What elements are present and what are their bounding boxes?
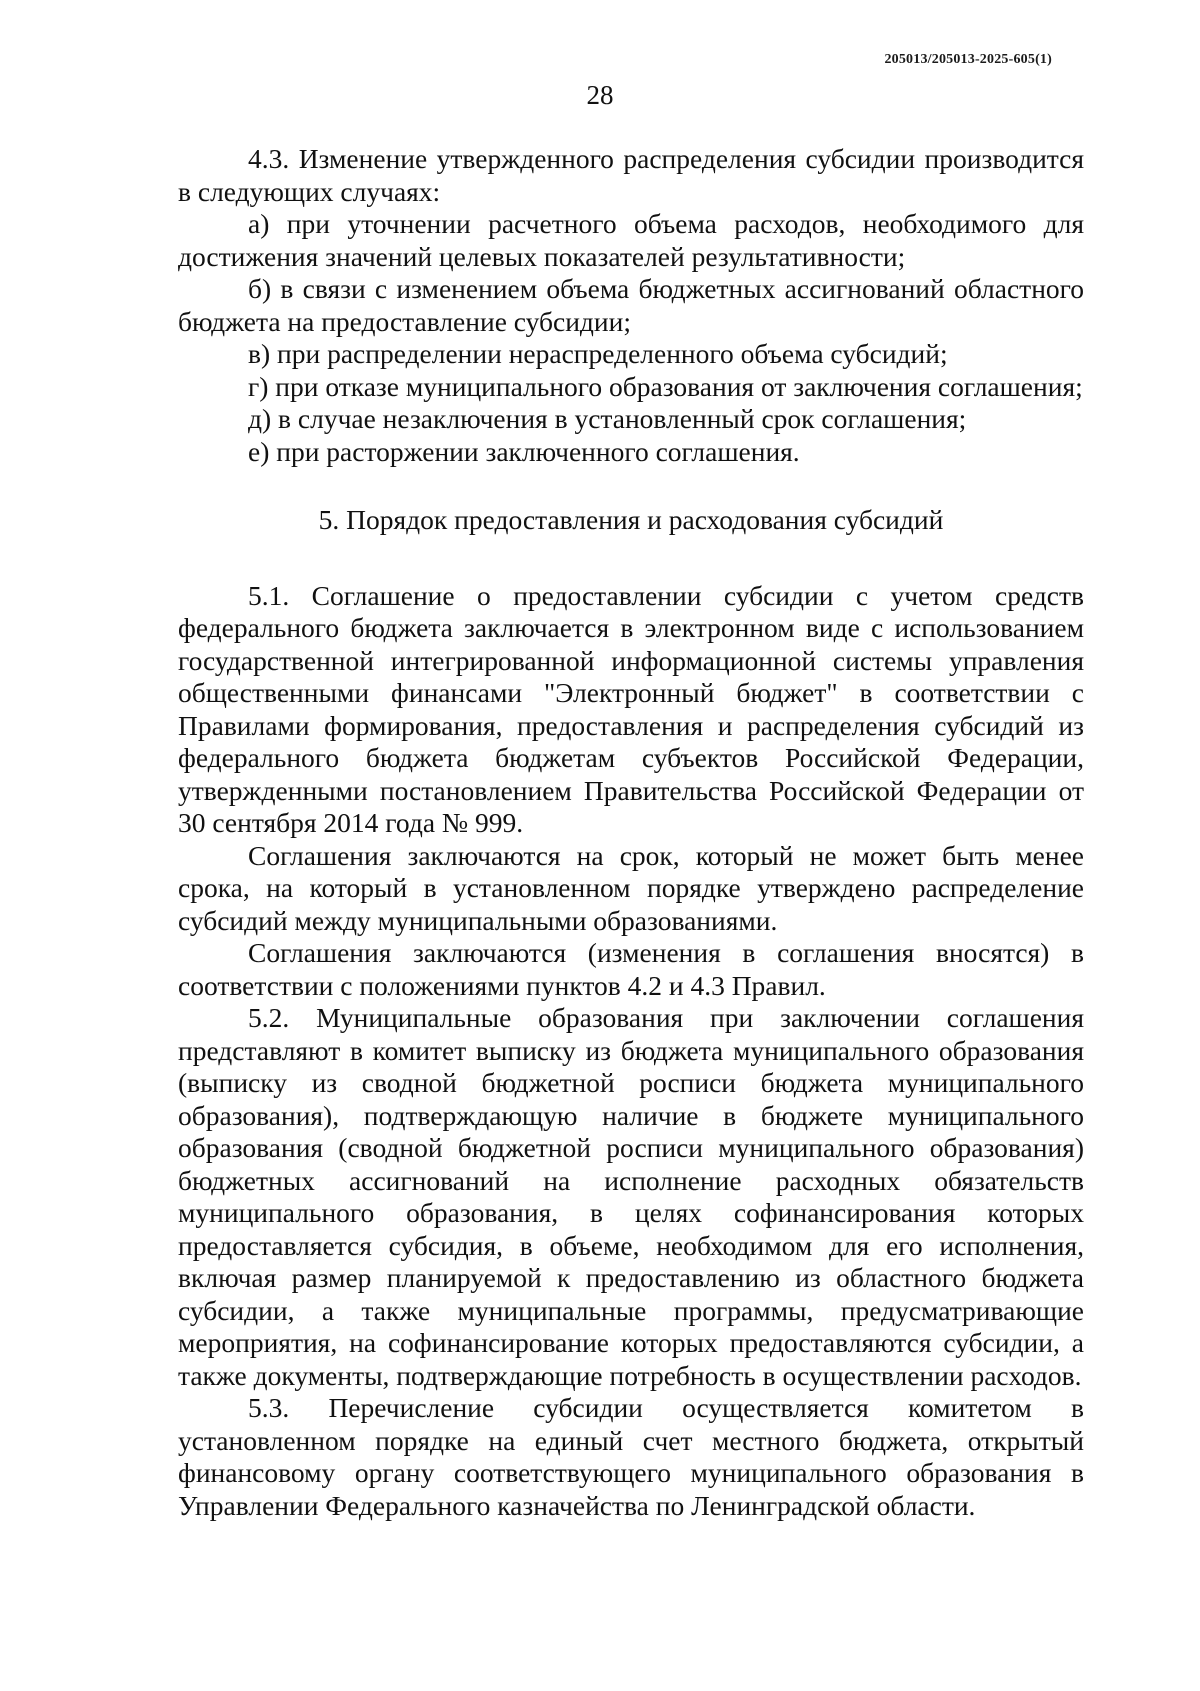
list-item-a: а) при уточнении расчетного объема расходов, необходимого для достижения значений целевых показателей результативности; xyxy=(178,208,1084,272)
list-item-b: б) в связи с изменением объема бюджетных ассигнований областного бюджета на предоставление субсидии; xyxy=(178,273,1084,337)
paragraph-4-3: 4.3. Изменение утвержденного распределения субсидии производится в следующих случаях: xyxy=(178,143,1084,207)
document-code: 205013/205013-2025-605(1) xyxy=(884,52,1052,67)
list-item-g: г) при отказе муниципального образования от заключения соглашения; xyxy=(248,370,1083,402)
paragraph-5-2: 5.2. Муниципальные образования при заключении соглашения представляют в комитет выписку из бюджета муниципального образования (выписку из сводной бюджетной росписи бюджета муниципального образования), подтверждающую наличие в бюджете муниципального образования (сводной бюджетной росписи муниципального образования) бюджетных ассигнований на исполнение расходных обязательств муниципального образования, в целях софинансирования которых предоставляется субсидия, в объеме, необходимом для его исполнения, включая размер планируемой к предоставлению из областного бюджета субсидии, а также муниципальные программы, предусматривающие мероприятия, на софинансирование которых предоставляются субсидии, а также документы, подтверждающие потребность в осуществлении расходов. xyxy=(178,1002,1084,1391)
page-number: 28 xyxy=(586,80,614,110)
paragraph-agreements-term: Соглашения заключаются на срок, который не может быть менее срока, на который в установленном порядке утверждено распределение субсидий между муниципальными образованиями. xyxy=(178,839,1084,936)
paragraph-5-3: 5.3. Перечисление субсидии осуществляется комитетом в установленном порядке на единый счет местного бюджета, открытый финансовому органу соответствующего муниципального образования в Управлении Федерального казначейства по Ленинградской области. xyxy=(178,1392,1084,1521)
paragraph-5-1: 5.1. Соглашение о предоставлении субсидии с учетом средств федерального бюджета заключается в электронном виде с использованием государственной интегрированной информационной системы управления общественными финансами "Электронный бюджет" в соответствии с Правилами формирования, предоставления и распределения субсидий из федерального бюджета бюджетам субъектов Российской Федерации, утвержденными постановлением Правительства Российской Федерации от 30 сентября 2014 года № 999. xyxy=(178,579,1084,838)
list-item-e: е) при расторжении заключенного соглашения. xyxy=(248,435,800,467)
list-item-d: д) в случае незаключения в установленный срок соглашения; xyxy=(248,403,967,434)
section-5-heading: 5. Порядок предоставления и расходования субсидий xyxy=(318,504,944,535)
paragraph-agreements-changes: Соглашения заключаются (изменения в соглашения вносятся) в соответствии с положениями пунктов 4.2 и 4.3 Правил. xyxy=(178,937,1084,1001)
document-body xyxy=(178,143,1084,1522)
list-item-v: в) при распределении нераспределенного объема субсидий; xyxy=(248,338,948,369)
